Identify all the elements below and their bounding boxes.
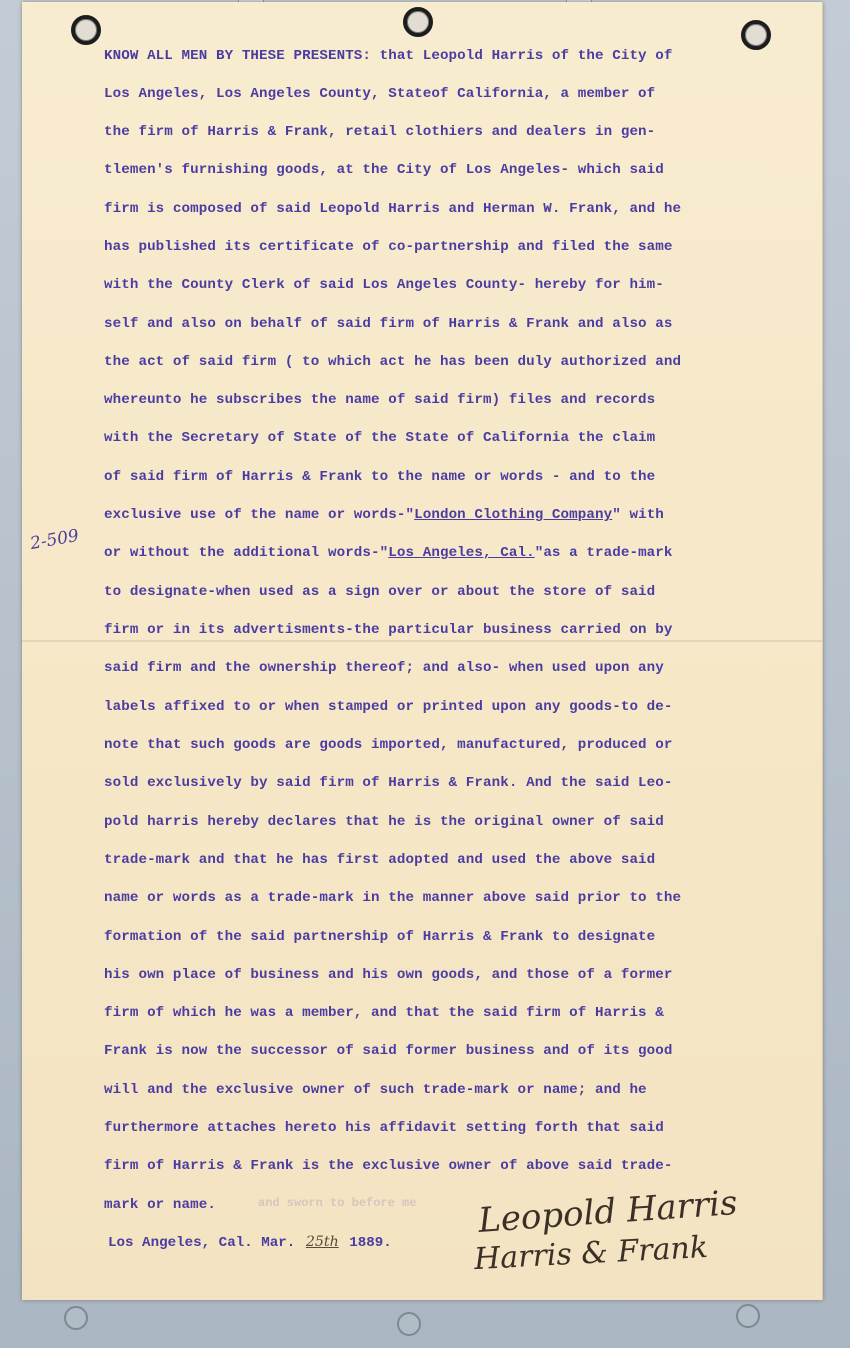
text-line: self and also on behalf of said firm of Harris & Frank and also as [104,316,673,332]
text-line: labels affixed to or when stamped or printed upon any goods-to de- [104,699,673,715]
date-line [108,1234,392,1251]
hole-bottom-left [64,1306,88,1330]
trade-name-underlined: London Clothing Company [414,507,613,523]
text-line: note that such goods are goods imported, manufactured, produced or [104,737,673,753]
document-paper [22,2,823,1300]
faint-bleed-text: and sworn to before me [258,1196,417,1210]
text-line: his own place of business and his own goods, and those of a former [104,967,673,983]
text-line: Los Angeles, Los Angeles County, Stateof California, a member of [104,86,656,102]
text-line: firm or in its advertisments-the particular business carried on by [104,622,673,638]
hole-bottom-center [397,1312,421,1336]
date-prefix: Los Angeles, Cal. Mar. [108,1235,304,1251]
text-line: name or words as a trade-mark in the manner above said prior to the [104,890,682,906]
text-line: has published its certificate of co-partnership and filed the same [104,239,673,255]
text-line: pold harris hereby declares that he is the original owner of said [104,814,664,830]
grommet-top-left [71,15,101,45]
text-segment: "as a trade-mark [534,545,673,561]
text-line: KNOW ALL MEN BY THESE PRESENTS: that Leopold Harris of the City of [104,48,673,64]
hole-bottom-right [736,1304,760,1328]
text-line: tlemen's furnishing goods, at the City of Los Angeles- which said [104,162,664,178]
margin-note: 2-509 [28,525,81,555]
text-line: of said firm of Harris & Frank to the name or words - and to the [104,469,656,485]
text-line: mark or name. [104,1197,216,1213]
place-name-underlined: Los Angeles, Cal. [388,545,535,561]
text-line: furthermore attaches hereto his affidavit setting forth that said [104,1120,664,1136]
text-line: formation of the said partnership of Harris & Frank to designate [104,929,656,945]
text-line: the firm of Harris & Frank, retail clothiers and dealers in gen- [104,124,656,140]
text-line: the act of said firm ( to which act he has been duly authorized and [104,354,682,370]
signature-leopold-harris: Leopold Harris [476,1182,739,1242]
text-segment: exclusive use of the name or words-" [104,507,415,523]
text-line [104,543,673,563]
text-segment: or without the additional words-" [104,545,389,561]
text-line: sold exclusively by said firm of Harris & Frank. And the said Leo- [104,775,673,791]
paper-fold-line [22,640,822,642]
date-year: 1889. [340,1235,392,1251]
grommet-top-center [403,7,433,37]
text-line: firm of which he was a member, and that the said firm of Harris & [104,1005,664,1021]
text-line: said firm and the ownership thereof; and also- when used upon any [104,660,664,676]
text-line: firm of Harris & Frank is the exclusive owner of above said trade- [104,1158,673,1174]
signature-harris-frank: Harris & Frank [473,1229,709,1278]
text-line: with the County Clerk of said Los Angeles County- hereby for him- [104,277,664,293]
text-line: trade-mark and that he has first adopted and used the above said [104,852,656,868]
text-line: firm is composed of said Leopold Harris and Herman W. Frank, and he [104,201,682,217]
text-line: whereunto he subscribes the name of said firm) files and records [104,392,656,408]
text-line: Frank is now the successor of said former business and of its good [104,1043,673,1059]
text-line [104,505,664,525]
text-line: will and the exclusive owner of such trade-mark or name; and he [104,1082,647,1098]
text-segment: " with [612,507,664,523]
text-line: to designate-when used as a sign over or about the store of said [104,584,656,600]
date-day-handwritten: 25th [305,1234,339,1250]
text-line: with the Secretary of State of the State of California the claim [104,430,656,446]
grommet-top-right [741,20,771,50]
